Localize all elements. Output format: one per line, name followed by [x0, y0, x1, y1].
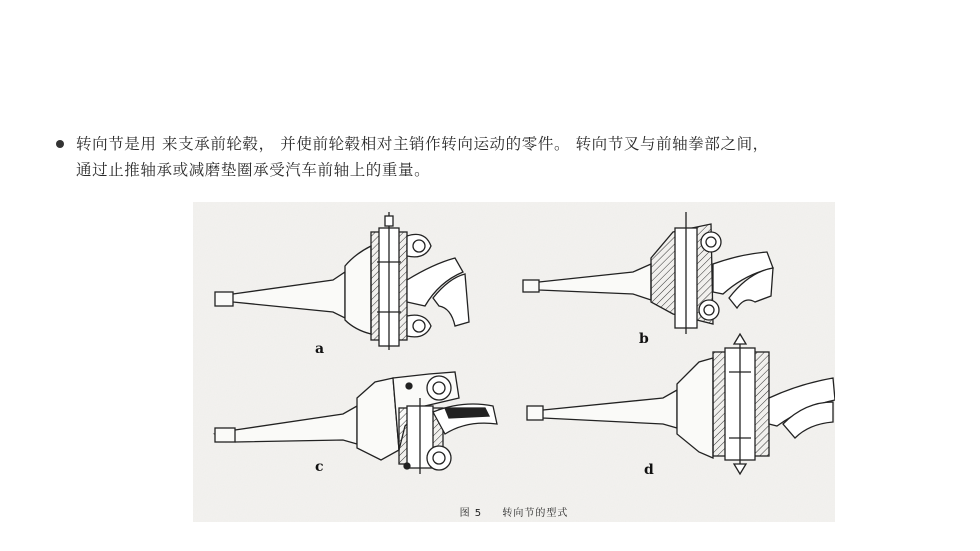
- bullet-paragraph: [58, 131, 958, 183]
- bullet-dot-icon: [56, 140, 64, 148]
- figure-number: 图 5: [459, 508, 483, 519]
- figure-title: 转向节的型式: [502, 508, 569, 519]
- panel-label-c: c: [315, 459, 324, 475]
- panel-label-b: b: [639, 331, 649, 347]
- panel-label-d: d: [644, 462, 654, 478]
- figure-drawing: [193, 202, 835, 522]
- figure-caption: [193, 504, 835, 519]
- steering-knuckle-figure: [193, 202, 835, 522]
- panel-label-a: a: [315, 341, 325, 357]
- bullet-text: 转向节是用 来支承前轮毂， 并使前轮毂相对主销作转向运动的零件。 转向节叉与前轴拳部之间， 通过止推轴承或减磨垫圈承受汽车前轴上的重量。: [76, 135, 769, 179]
